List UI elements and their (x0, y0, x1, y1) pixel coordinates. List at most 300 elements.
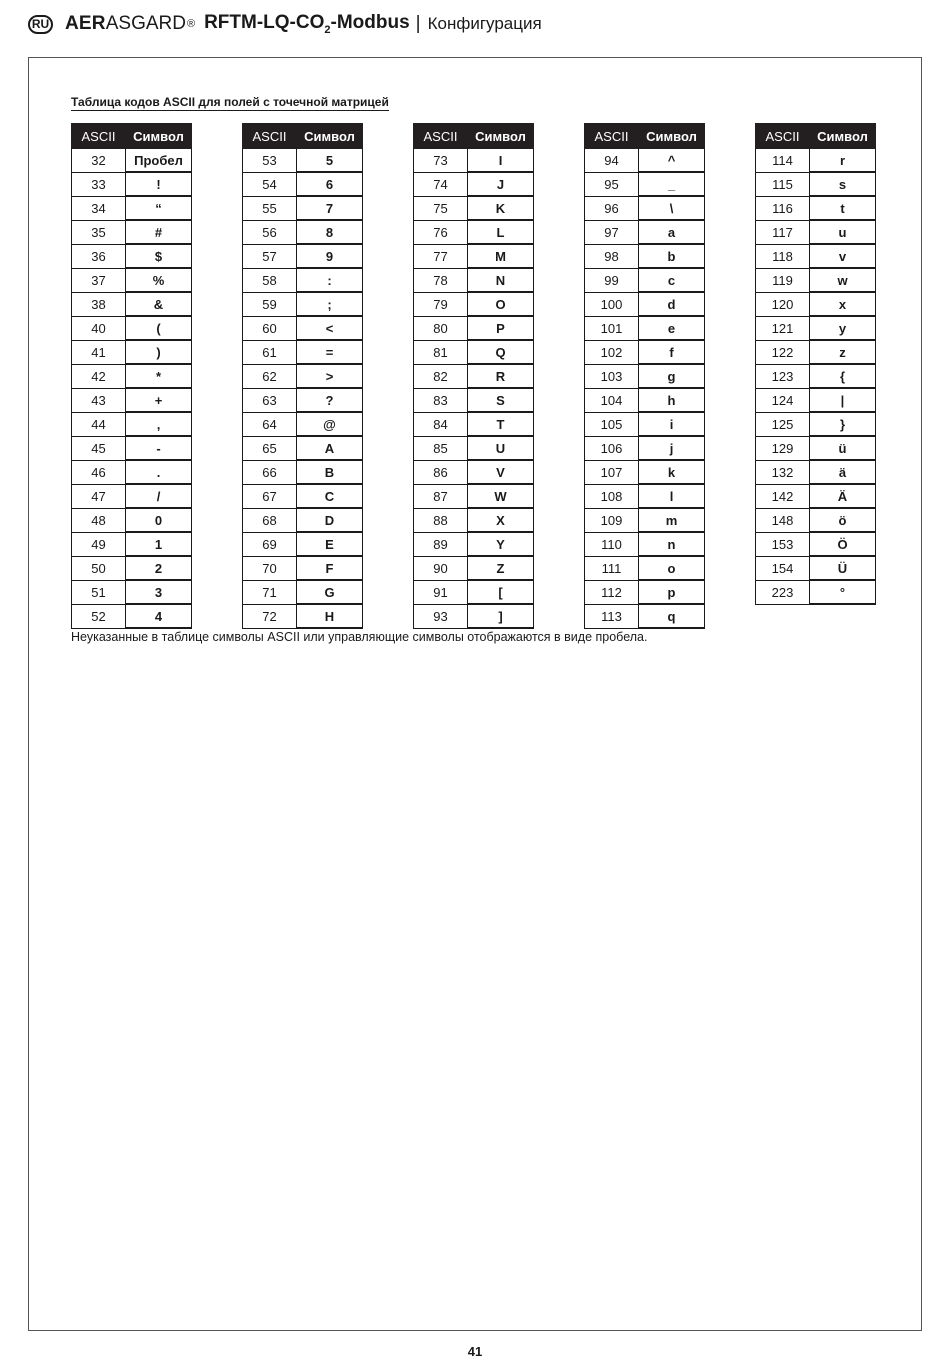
ascii-code-cell: 80 (414, 316, 468, 340)
ascii-code-cell: 104 (585, 388, 639, 412)
table-header-row (414, 124, 534, 149)
symbol-cell: “ (126, 196, 192, 220)
ascii-code-cell: 121 (756, 316, 810, 340)
ascii-code-cell: 64 (243, 412, 297, 436)
ascii-code-cell: 118 (756, 244, 810, 268)
table-row (414, 388, 534, 412)
header-ascii: ASCII (585, 124, 639, 149)
table-row (585, 556, 705, 580)
table-title: Таблица кодов ASCII для полей с точечной матрицей (71, 95, 389, 109)
table-row (243, 268, 363, 292)
table-row (585, 460, 705, 484)
symbol-cell: Z (468, 556, 534, 580)
table-row (756, 532, 876, 556)
symbol-cell: ] (468, 604, 534, 628)
symbol-cell: ( (126, 316, 192, 340)
symbol-cell: ä (810, 460, 876, 484)
symbol-cell: ö (810, 508, 876, 532)
table-row (756, 196, 876, 220)
ascii-code-cell: 86 (414, 460, 468, 484)
section-title: Конфигурация (427, 14, 542, 33)
table-row (414, 532, 534, 556)
ascii-code-cell: 45 (72, 436, 126, 460)
ascii-code-cell: 35 (72, 220, 126, 244)
symbol-cell: < (297, 316, 363, 340)
symbol-cell: C (297, 484, 363, 508)
symbol-cell: a (639, 220, 705, 244)
ascii-code-cell: 111 (585, 556, 639, 580)
table-row (756, 364, 876, 388)
ascii-code-cell: 88 (414, 508, 468, 532)
table-row (756, 580, 876, 604)
table-row (414, 580, 534, 604)
table-row (414, 244, 534, 268)
symbol-cell: L (468, 220, 534, 244)
table-row (72, 484, 192, 508)
ascii-code-cell: 66 (243, 460, 297, 484)
ascii-code-cell: 94 (585, 149, 639, 173)
ascii-code-cell: 117 (756, 220, 810, 244)
symbol-cell: $ (126, 244, 192, 268)
symbol-cell: T (468, 412, 534, 436)
ascii-code-cell: 99 (585, 268, 639, 292)
ascii-code-cell: 125 (756, 412, 810, 436)
ascii-code-cell: 87 (414, 484, 468, 508)
table-row (585, 316, 705, 340)
table-row (72, 172, 192, 196)
symbol-cell: : (297, 268, 363, 292)
ascii-code-cell: 70 (243, 556, 297, 580)
table-row (414, 220, 534, 244)
ascii-code-cell: 95 (585, 172, 639, 196)
header-ascii: ASCII (414, 124, 468, 149)
symbol-cell: i (639, 412, 705, 436)
symbol-cell: 8 (297, 220, 363, 244)
table-row (243, 580, 363, 604)
page-header (28, 10, 542, 38)
header-ascii: ASCII (72, 124, 126, 149)
table-row (585, 340, 705, 364)
ascii-code-cell: 60 (243, 316, 297, 340)
table-row (243, 388, 363, 412)
symbol-cell: - (126, 436, 192, 460)
symbol-cell: V (468, 460, 534, 484)
table-row (414, 460, 534, 484)
ascii-code-cell: 124 (756, 388, 810, 412)
table-row (243, 484, 363, 508)
table-row (585, 244, 705, 268)
ascii-code-cell: 53 (243, 149, 297, 173)
table-row (414, 484, 534, 508)
table-header-row (756, 124, 876, 149)
symbol-cell: 0 (126, 508, 192, 532)
table-row (414, 340, 534, 364)
table-row (585, 412, 705, 436)
table-row (243, 220, 363, 244)
table-row (243, 340, 363, 364)
symbol-cell: ! (126, 172, 192, 196)
ascii-code-cell: 56 (243, 220, 297, 244)
symbol-cell: 3 (126, 580, 192, 604)
table-row (585, 604, 705, 628)
registered-mark: ® (186, 18, 196, 30)
ascii-code-cell: 112 (585, 580, 639, 604)
table-row (414, 292, 534, 316)
table-row (72, 532, 192, 556)
ascii-code-cell: 119 (756, 268, 810, 292)
ascii-code-cell: 116 (756, 196, 810, 220)
table-row (414, 268, 534, 292)
table-row (243, 532, 363, 556)
header-separator: | (415, 13, 421, 34)
table-row (414, 604, 534, 628)
ascii-code-cell: 74 (414, 172, 468, 196)
symbol-cell: Y (468, 532, 534, 556)
symbol-cell: 9 (297, 244, 363, 268)
ascii-code-cell: 108 (585, 484, 639, 508)
table-row (756, 292, 876, 316)
symbol-cell: c (639, 268, 705, 292)
table-row (243, 244, 363, 268)
ascii-code-cell: 91 (414, 580, 468, 604)
header-ascii: ASCII (243, 124, 297, 149)
header-symbol: Символ (810, 124, 876, 149)
header-symbol: Символ (639, 124, 705, 149)
symbol-cell: ° (810, 580, 876, 604)
symbol-cell: } (810, 412, 876, 436)
ascii-code-cell: 54 (243, 172, 297, 196)
table-row (243, 604, 363, 628)
table-row (585, 196, 705, 220)
symbol-cell: m (639, 508, 705, 532)
symbol-cell: , (126, 412, 192, 436)
ascii-code-cell: 63 (243, 388, 297, 412)
table-row (756, 460, 876, 484)
symbol-cell: & (126, 292, 192, 316)
symbol-cell: + (126, 388, 192, 412)
ascii-code-cell: 65 (243, 436, 297, 460)
ascii-code-cell: 76 (414, 220, 468, 244)
ascii-code-cell: 41 (72, 340, 126, 364)
symbol-cell: E (297, 532, 363, 556)
table-row (414, 172, 534, 196)
symbol-cell: r (810, 149, 876, 173)
table-header-row (585, 124, 705, 149)
ascii-code-cell: 109 (585, 508, 639, 532)
ascii-code-cell: 50 (72, 556, 126, 580)
symbol-cell: @ (297, 412, 363, 436)
table-row (414, 364, 534, 388)
table-row (414, 556, 534, 580)
symbol-cell: F (297, 556, 363, 580)
table-row (756, 484, 876, 508)
symbol-cell: # (126, 220, 192, 244)
symbol-cell: p (639, 580, 705, 604)
symbol-cell: 1 (126, 532, 192, 556)
ascii-code-cell: 120 (756, 292, 810, 316)
table-row (243, 196, 363, 220)
symbol-cell: H (297, 604, 363, 628)
table-row (756, 388, 876, 412)
brand-bold: AER (65, 13, 106, 34)
table-row (72, 436, 192, 460)
ascii-code-cell: 43 (72, 388, 126, 412)
table-row (756, 172, 876, 196)
symbol-cell: J (468, 172, 534, 196)
symbol-cell: > (297, 364, 363, 388)
table-row (585, 268, 705, 292)
ascii-code-cell: 81 (414, 340, 468, 364)
table-row (72, 268, 192, 292)
symbol-cell: % (126, 268, 192, 292)
symbol-cell: R (468, 364, 534, 388)
ascii-code-cell: 69 (243, 532, 297, 556)
ascii-table-3 (413, 123, 534, 629)
symbol-cell: u (810, 220, 876, 244)
symbol-cell: o (639, 556, 705, 580)
table-row (756, 508, 876, 532)
ascii-code-cell: 90 (414, 556, 468, 580)
ascii-code-cell: 154 (756, 556, 810, 580)
ascii-code-cell: 105 (585, 412, 639, 436)
symbol-cell: W (468, 484, 534, 508)
symbol-cell: y (810, 316, 876, 340)
symbol-cell: 5 (297, 149, 363, 173)
symbol-cell: Пробел (126, 149, 192, 173)
table-header-row (243, 124, 363, 149)
table-row (756, 268, 876, 292)
table-row (414, 149, 534, 173)
symbol-cell: g (639, 364, 705, 388)
symbol-cell: N (468, 268, 534, 292)
symbol-cell: v (810, 244, 876, 268)
symbol-cell: s (810, 172, 876, 196)
table-row (243, 316, 363, 340)
symbol-cell: X (468, 508, 534, 532)
table-row (72, 580, 192, 604)
symbol-cell: e (639, 316, 705, 340)
table-row (585, 388, 705, 412)
ascii-code-cell: 83 (414, 388, 468, 412)
table-header-row (72, 124, 192, 149)
table-row (585, 580, 705, 604)
symbol-cell: P (468, 316, 534, 340)
table-row (414, 412, 534, 436)
table-row (72, 508, 192, 532)
ascii-code-cell: 82 (414, 364, 468, 388)
ascii-code-cell: 73 (414, 149, 468, 173)
symbol-cell: f (639, 340, 705, 364)
table-row (243, 556, 363, 580)
symbol-cell: q (639, 604, 705, 628)
symbol-cell: 2 (126, 556, 192, 580)
ascii-code-cell: 61 (243, 340, 297, 364)
ascii-code-cell: 34 (72, 196, 126, 220)
symbol-cell: 6 (297, 172, 363, 196)
symbol-cell: l (639, 484, 705, 508)
ascii-code-cell: 148 (756, 508, 810, 532)
symbol-cell: O (468, 292, 534, 316)
ascii-code-cell: 115 (756, 172, 810, 196)
table-row (756, 436, 876, 460)
ascii-code-cell: 132 (756, 460, 810, 484)
ascii-code-cell: 57 (243, 244, 297, 268)
table-row (72, 460, 192, 484)
symbol-cell: / (126, 484, 192, 508)
ascii-code-cell: 59 (243, 292, 297, 316)
table-row (243, 436, 363, 460)
ascii-code-cell: 101 (585, 316, 639, 340)
table-row (72, 316, 192, 340)
symbol-cell: [ (468, 580, 534, 604)
symbol-cell: w (810, 268, 876, 292)
ascii-code-cell: 223 (756, 580, 810, 604)
ascii-code-cell: 96 (585, 196, 639, 220)
ascii-code-cell: 129 (756, 436, 810, 460)
ascii-code-cell: 40 (72, 316, 126, 340)
table-row (72, 220, 192, 244)
table-row (414, 316, 534, 340)
table-row (414, 508, 534, 532)
ascii-table-2 (242, 123, 363, 629)
table-row (72, 244, 192, 268)
ascii-code-cell: 79 (414, 292, 468, 316)
ascii-code-cell: 103 (585, 364, 639, 388)
table-row (585, 436, 705, 460)
symbol-cell: ^ (639, 149, 705, 173)
symbol-cell: t (810, 196, 876, 220)
table-row (585, 484, 705, 508)
symbol-cell: B (297, 460, 363, 484)
ascii-code-cell: 33 (72, 172, 126, 196)
header-symbol: Символ (468, 124, 534, 149)
language-badge: RU (28, 15, 53, 34)
table-row (72, 556, 192, 580)
symbol-cell: b (639, 244, 705, 268)
ascii-code-cell: 153 (756, 532, 810, 556)
table-row (756, 412, 876, 436)
symbol-cell: I (468, 149, 534, 173)
table-row (585, 532, 705, 556)
symbol-cell: n (639, 532, 705, 556)
symbol-cell: Q (468, 340, 534, 364)
symbol-cell: ü (810, 436, 876, 460)
ascii-table-4 (584, 123, 705, 629)
table-row (243, 364, 363, 388)
table-row (585, 149, 705, 173)
ascii-code-cell: 58 (243, 268, 297, 292)
symbol-cell: k (639, 460, 705, 484)
table-row (585, 364, 705, 388)
ascii-table-1 (71, 123, 192, 629)
symbol-cell: 4 (126, 604, 192, 628)
brand-light: ASGARD (105, 13, 186, 34)
table-row (243, 460, 363, 484)
table-row (585, 172, 705, 196)
symbol-cell: K (468, 196, 534, 220)
table-row (72, 292, 192, 316)
symbol-cell: M (468, 244, 534, 268)
symbol-cell: Ä (810, 484, 876, 508)
ascii-code-cell: 32 (72, 149, 126, 173)
ascii-code-cell: 38 (72, 292, 126, 316)
symbol-cell: Ö (810, 532, 876, 556)
table-row (756, 340, 876, 364)
ascii-code-cell: 100 (585, 292, 639, 316)
ascii-code-cell: 107 (585, 460, 639, 484)
symbol-cell: 7 (297, 196, 363, 220)
ascii-code-cell: 110 (585, 532, 639, 556)
table-row (243, 508, 363, 532)
symbol-cell: ; (297, 292, 363, 316)
header-symbol: Символ (297, 124, 363, 149)
ascii-code-cell: 67 (243, 484, 297, 508)
ascii-code-cell: 71 (243, 580, 297, 604)
symbol-cell: Ü (810, 556, 876, 580)
ascii-code-cell: 89 (414, 532, 468, 556)
table-row (72, 340, 192, 364)
symbol-cell: * (126, 364, 192, 388)
symbol-cell: h (639, 388, 705, 412)
table-row (756, 316, 876, 340)
ascii-code-cell: 68 (243, 508, 297, 532)
table-row (72, 149, 192, 173)
symbol-cell: _ (639, 172, 705, 196)
page-number: 41 (467, 1344, 483, 1359)
symbol-cell: \ (639, 196, 705, 220)
ascii-code-cell: 62 (243, 364, 297, 388)
symbol-cell: G (297, 580, 363, 604)
ascii-code-cell: 102 (585, 340, 639, 364)
ascii-code-cell: 114 (756, 149, 810, 173)
ascii-code-cell: 93 (414, 604, 468, 628)
symbol-cell: d (639, 292, 705, 316)
ascii-code-cell: 84 (414, 412, 468, 436)
ascii-code-cell: 98 (585, 244, 639, 268)
symbol-cell: | (810, 388, 876, 412)
ascii-code-cell: 142 (756, 484, 810, 508)
table-row (72, 388, 192, 412)
ascii-code-cell: 113 (585, 604, 639, 628)
ascii-code-cell: 122 (756, 340, 810, 364)
ascii-code-cell: 36 (72, 244, 126, 268)
ascii-code-cell: 42 (72, 364, 126, 388)
table-row (243, 149, 363, 173)
table-row (756, 556, 876, 580)
symbol-cell: ) (126, 340, 192, 364)
table-row (72, 364, 192, 388)
ascii-table-5 (755, 123, 876, 605)
model-name: RFTM-$LQ-CO_2$-Modbus (204, 12, 410, 36)
symbol-cell: j (639, 436, 705, 460)
table-row (585, 508, 705, 532)
table-row (72, 412, 192, 436)
header-ascii: ASCII (756, 124, 810, 149)
ascii-code-cell: 51 (72, 580, 126, 604)
ascii-code-cell: 47 (72, 484, 126, 508)
symbol-cell: D (297, 508, 363, 532)
ascii-code-cell: 48 (72, 508, 126, 532)
ascii-code-cell: 55 (243, 196, 297, 220)
table-row (756, 149, 876, 173)
symbol-cell: z (810, 340, 876, 364)
table-row (243, 172, 363, 196)
table-row (585, 292, 705, 316)
ascii-code-cell: 52 (72, 604, 126, 628)
table-row (756, 244, 876, 268)
ascii-code-cell: 106 (585, 436, 639, 460)
ascii-code-cell: 37 (72, 268, 126, 292)
